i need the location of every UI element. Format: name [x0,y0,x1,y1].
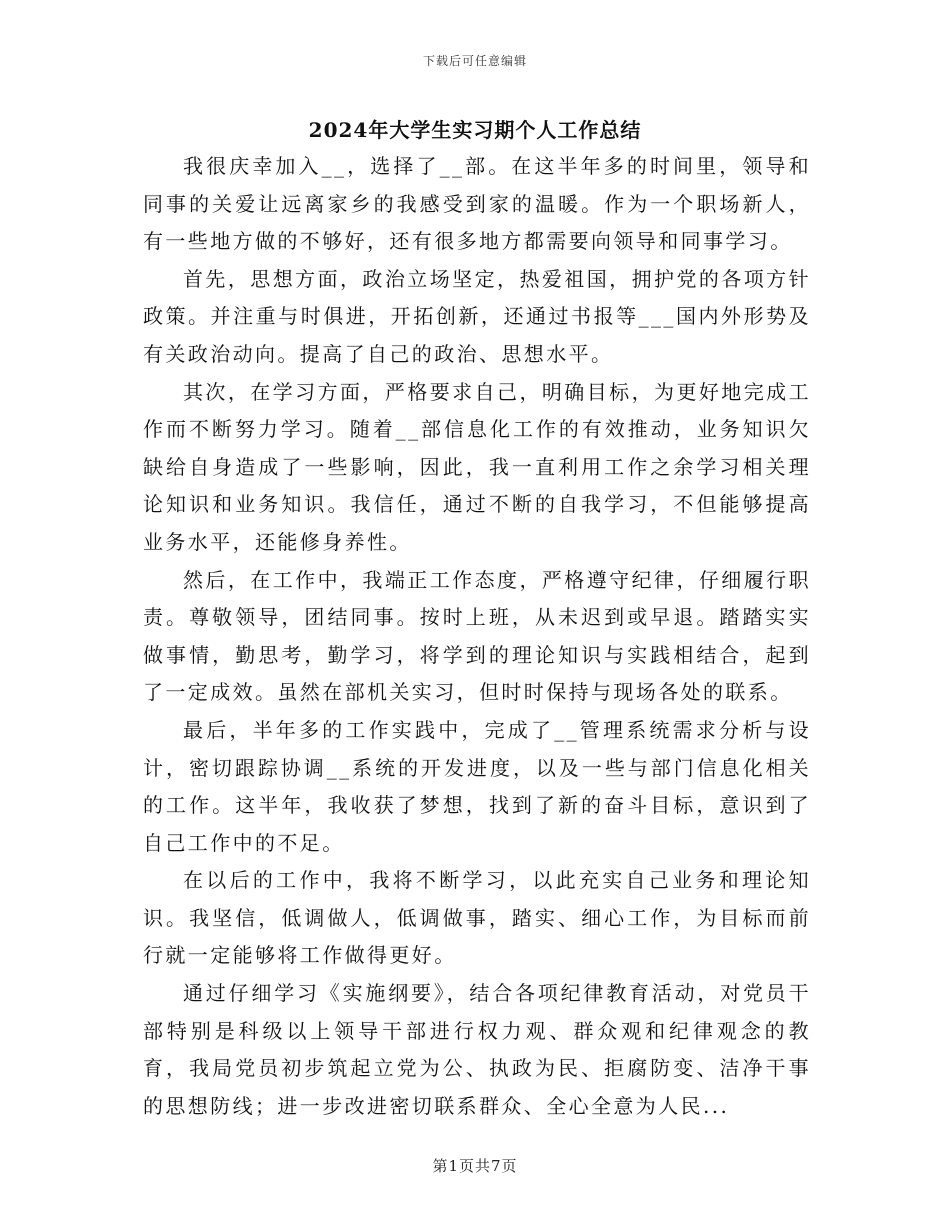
paragraph-education: 通过仔细学习《实施纲要》，结合各项纪律教育活动，对党员干部特别是科级以上领导干部进行权力观、群众观和纪律观念的教育，我局党员初步筑起立党为公、执政为民、拒腐防变、洁净干事的思想防线；进一步改进密切联系群众、全心全意为人民... [143,981,811,1118]
document-title: 2024年大学生实习期个人工作总结 [308,118,642,142]
paragraph-ideology: 首先，思想方面，政治立场坚定，热爱祖国，拥护党的各项方针政策。并注重与时俱进，开拓创新，还通过书报等___国内外形势及有关政治动向。提高了自己的政治、思想水平。 [143,266,811,366]
page-header: 下载后可任意编辑 [422,54,527,68]
paragraph-achievements: 最后，半年多的工作实践中，完成了__管理系统需求分析与设计，密切跟踪协调__系统的开发进度，以及一些与部门信息化相关的工作。这半年，我收获了梦想，找到了新的奋斗目标，意识到了自己工作中的不足。 [143,717,811,855]
page-number: 第1页共7页 [432,1157,518,1175]
paragraph-intro: 我很庆幸加入__，选择了__部。在这半年多的时间里，领导和同事的关爱让远离家乡的我感受到家的温暖。作为一个职场新人，有一些地方做的不够好，还有很多地方都需要向领导和同事学习。 [143,154,811,254]
paragraph-work: 然后，在工作中，我端正工作态度，严格遵守纪律，仔细履行职责。尊敬领导，团结同事。按时上班，从未迟到或早退。踏踏实实做事情，勤思考，勤学习，将学到的理论知识与实践相结合，起到了一定成效。虽然在部机关实习，但时时保持与现场各处的联系。 [143,567,811,705]
document-body [143,148,811,1125]
paragraph-study: 其次，在学习方面，严格要求自己，明确目标，为更好地完成工作而不断努力学习。随着__部信息化工作的有效推动，业务知识欠缺给自身造成了一些影响，因此，我一直利用工作之余学习相关理论知识和业务知识。我信任，通过不断的自我学习，不但能够提高业务水平，还能修身养性。 [143,379,811,554]
paragraph-future: 在以后的工作中，我将不断学习，以此充实自己业务和理论知识。我坚信，低调做人，低调做事，踏实、细心工作，为目标而前行就一定能够将工作做得更好。 [143,868,811,968]
